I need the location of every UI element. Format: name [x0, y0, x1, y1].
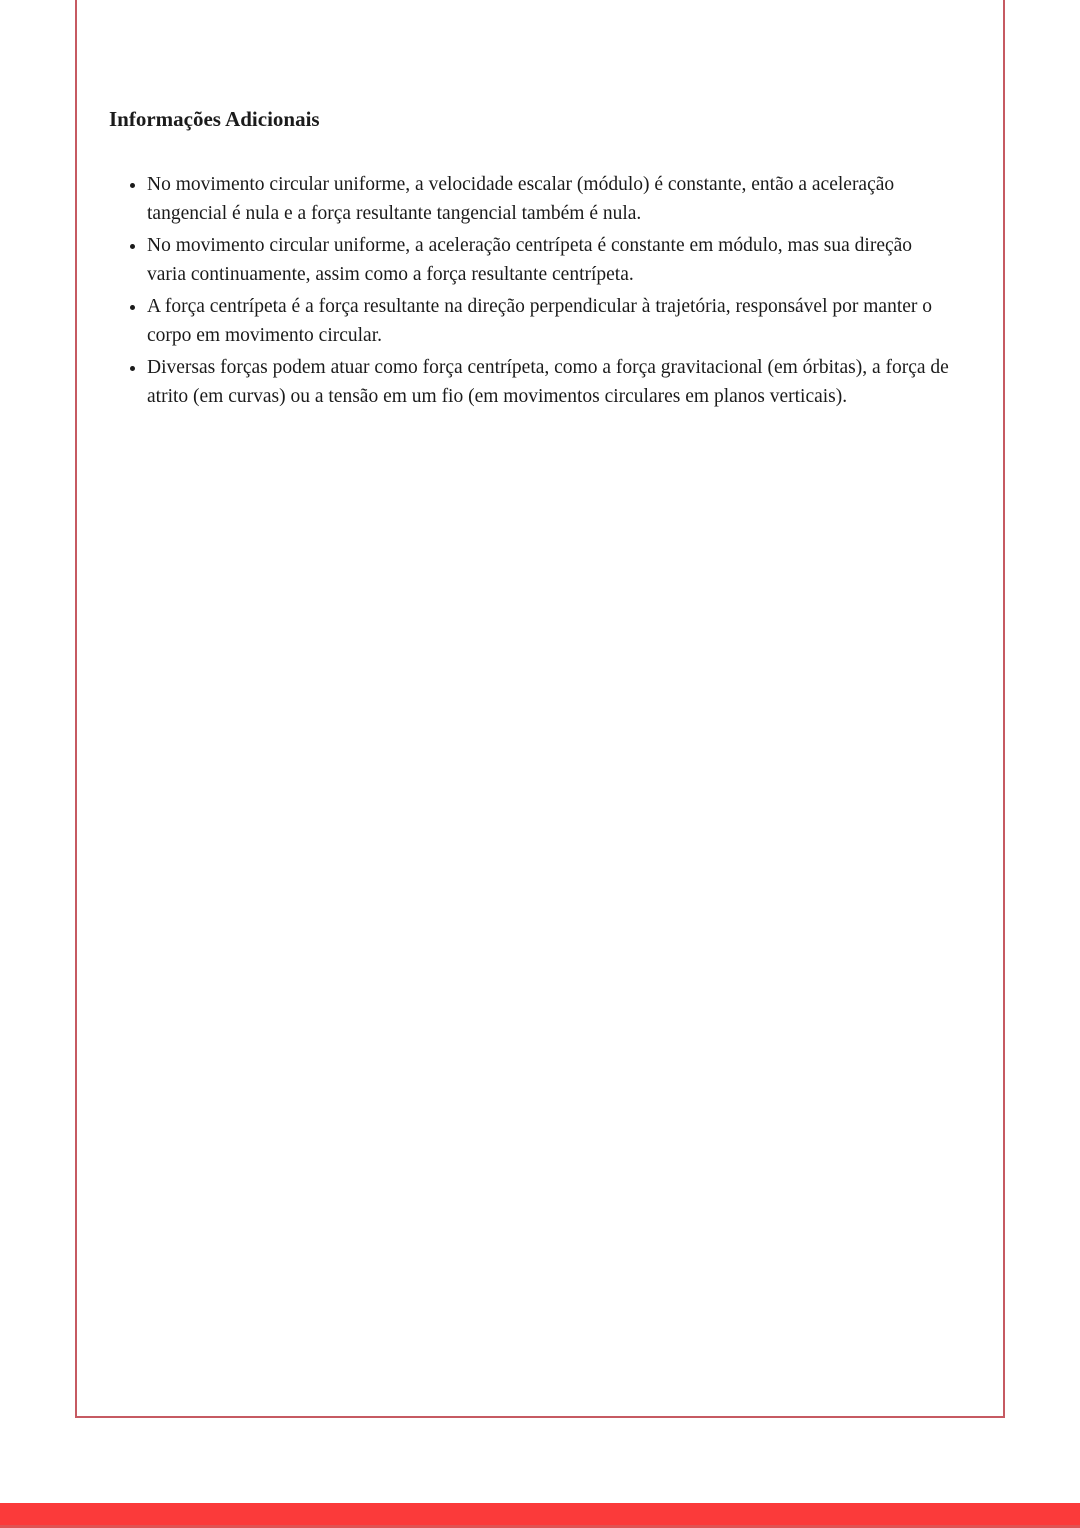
list-item: • No movimento circular uniforme, a velocidade escalar (módulo) é constante, então a aceleração tangencial é nula e a força resultante tangencial também é nula. [147, 170, 952, 228]
document-page [75, 0, 1005, 1418]
list-item: • No movimento circular uniforme, a aceleração centrípeta é constante em módulo, mas sua direção varia continuamente, assim como a força resultante centrípeta. [147, 231, 952, 289]
bottom-accent-bar [0, 1503, 1080, 1528]
section-heading: Informações Adicionais [109, 107, 320, 131]
list-item: • A força centrípeta é a força resultante na direção perpendicular à trajetória, responsável por manter o corpo em movimento circular. [147, 292, 952, 350]
bullet-list [115, 170, 952, 414]
list-item: • Diversas forças podem atuar como força centrípeta, como a força gravitacional (em órbitas), a força de atrito (em curvas) ou a tensão em um fio (em movimentos circulares em planos verticais). [147, 353, 952, 411]
